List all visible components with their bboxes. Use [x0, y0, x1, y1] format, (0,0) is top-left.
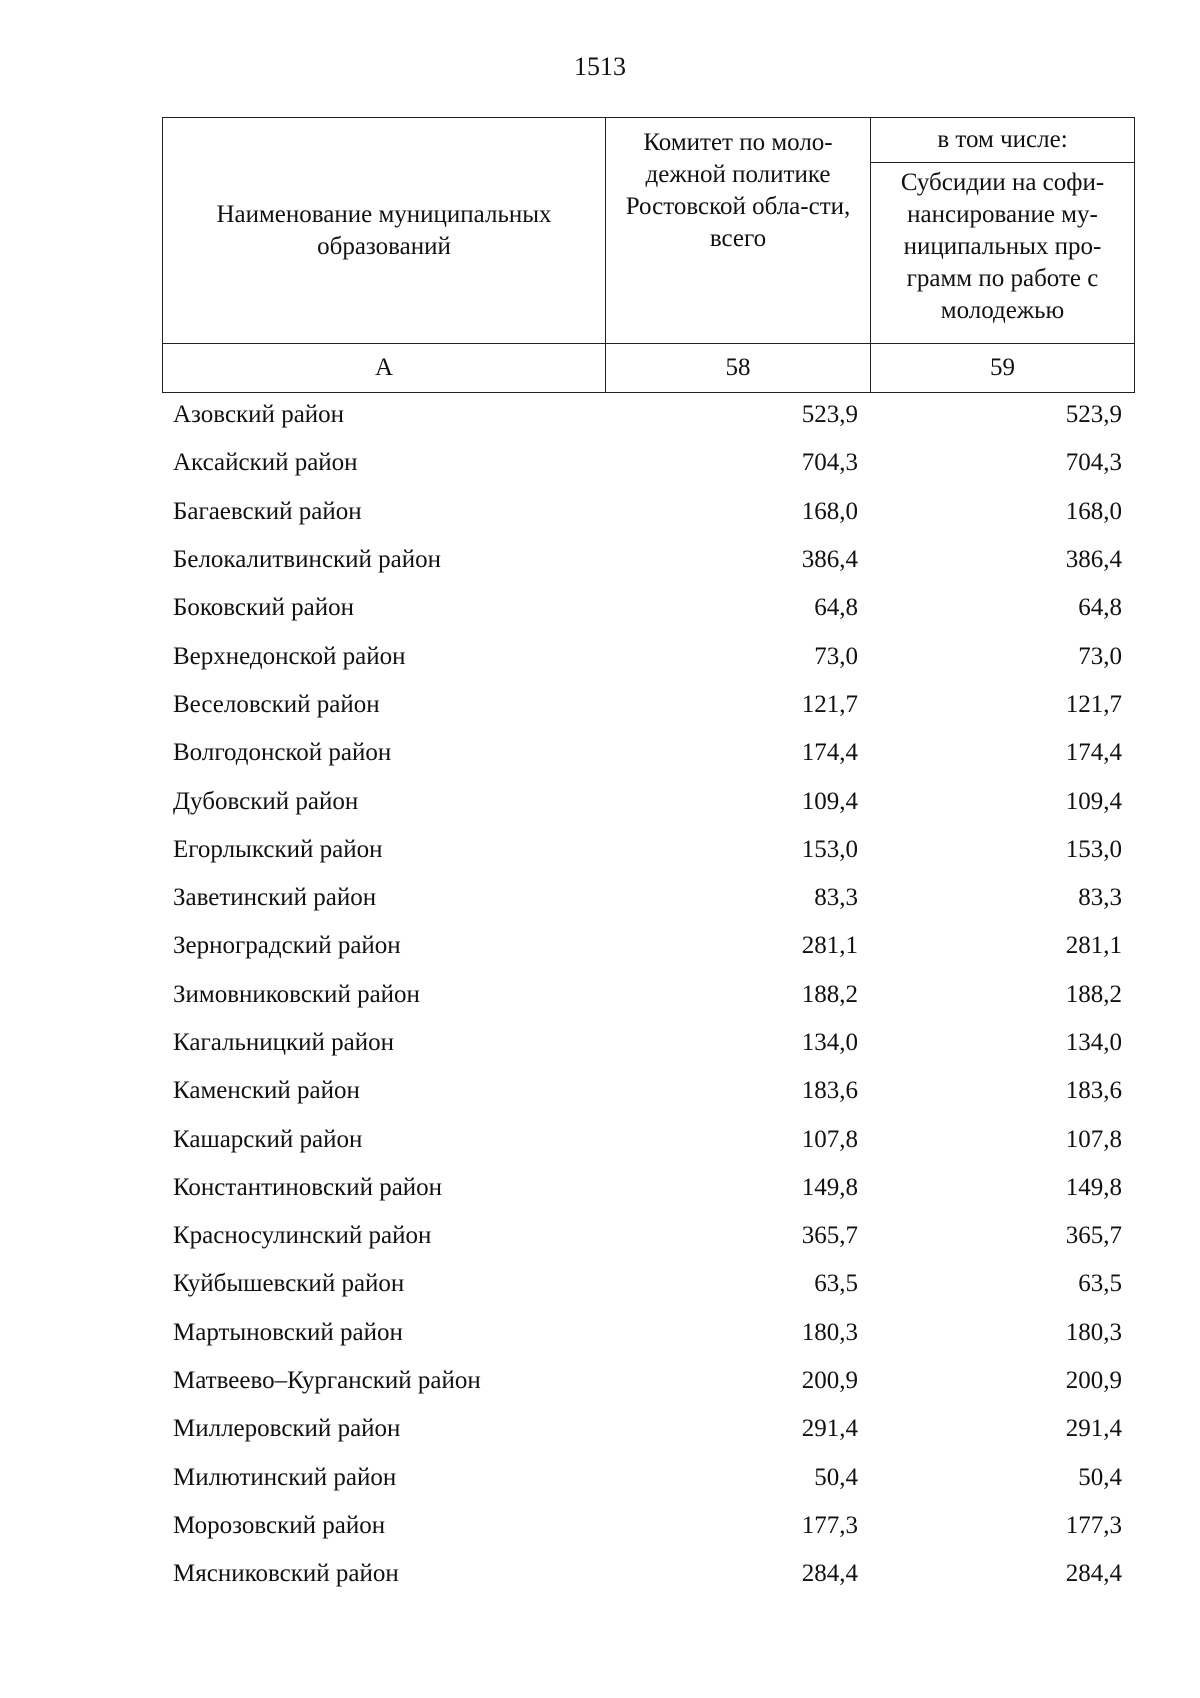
row-name: Зерноградский район — [173, 932, 401, 960]
row-value-59: 121,7 — [1065, 690, 1122, 718]
row-value-59: 188,2 — [1065, 980, 1122, 1008]
row-name: Красносулинский район — [173, 1222, 432, 1250]
table-row — [162, 1454, 1134, 1502]
row-value-59: 200,9 — [1065, 1367, 1122, 1395]
row-value-58: 121,7 — [801, 690, 858, 718]
row-value-58: 50,4 — [814, 1463, 858, 1491]
table-row — [162, 874, 1134, 922]
header-num-59: 59 — [871, 344, 1135, 393]
header-name-column: Наименование муниципальных образований — [163, 118, 606, 344]
row-name: Азовский район — [173, 401, 345, 429]
row-value-59: 73,0 — [1078, 642, 1122, 670]
table-row — [162, 1212, 1134, 1260]
row-value-58: 83,3 — [814, 884, 858, 912]
row-value-58: 134,0 — [801, 1029, 858, 1056]
row-value-58: 183,6 — [801, 1077, 858, 1105]
table-header — [162, 117, 1135, 393]
row-value-59: 149,8 — [1065, 1173, 1122, 1201]
row-value-59: 134,0 — [1065, 1029, 1122, 1056]
row-name: Боковский район — [173, 594, 354, 622]
row-value-58: 523,9 — [801, 401, 858, 429]
row-value-59: 386,4 — [1065, 546, 1122, 574]
row-value-59: 284,4 — [1065, 1560, 1122, 1588]
row-value-58: 200,9 — [801, 1367, 858, 1395]
table-row — [162, 1260, 1134, 1308]
header-including: в том числе: — [871, 118, 1135, 163]
data-table — [162, 391, 1134, 1598]
table-row — [162, 391, 1134, 439]
row-value-58: 107,8 — [801, 1125, 858, 1153]
header-col58: Комитет по моло-дежной политике Ростовской обла-сти, всего — [606, 118, 871, 344]
row-name: Зимовниковский район — [173, 980, 420, 1008]
row-value-58: 64,8 — [814, 594, 858, 622]
row-value-59: 281,1 — [1065, 932, 1122, 960]
row-value-58: 284,4 — [801, 1560, 858, 1588]
table-row — [162, 1550, 1134, 1598]
row-value-58: 281,1 — [801, 932, 858, 960]
row-name: Веселовский район — [173, 690, 380, 718]
row-name: Мартыновский район — [173, 1318, 403, 1346]
row-value-58: 73,0 — [814, 642, 858, 670]
row-value-59: 83,3 — [1078, 884, 1122, 912]
table-row — [162, 971, 1134, 1019]
table-row — [162, 488, 1134, 536]
row-name: Верхнедонской район — [173, 642, 406, 670]
row-value-59: 153,0 — [1065, 835, 1122, 863]
table-row — [162, 1405, 1134, 1453]
row-value-58: 174,4 — [801, 739, 858, 767]
table-row — [162, 584, 1134, 632]
row-name: Егорлыкский район — [173, 835, 383, 863]
row-name: Константиновский район — [173, 1173, 443, 1201]
header-num-name: А — [163, 344, 606, 393]
row-name: Мясниковский район — [173, 1560, 399, 1588]
table-row — [162, 536, 1134, 584]
table-row — [162, 1309, 1134, 1357]
row-value-58: 180,3 — [801, 1318, 858, 1346]
row-name: Кашарский район — [173, 1125, 363, 1153]
row-value-59: 63,5 — [1078, 1270, 1122, 1298]
header-num-58: 58 — [606, 344, 871, 393]
table-row — [162, 1164, 1134, 1212]
header-col59: Субсидии на софи-нансирование му-ниципальных про-грамм по работе с молодежью — [871, 163, 1135, 344]
row-name: Каменский район — [173, 1077, 360, 1105]
row-value-58: 291,4 — [801, 1415, 858, 1443]
row-name: Морозовский район — [173, 1511, 386, 1539]
row-value-58: 168,0 — [801, 497, 858, 525]
row-value-59: 523,9 — [1065, 401, 1122, 429]
row-value-59: 168,0 — [1065, 497, 1122, 525]
row-value-58: 177,3 — [801, 1511, 858, 1539]
row-value-58: 149,8 — [801, 1173, 858, 1201]
row-value-59: 183,6 — [1065, 1077, 1122, 1105]
row-value-59: 50,4 — [1078, 1463, 1122, 1491]
row-value-59: 174,4 — [1065, 739, 1122, 767]
row-value-58: 386,4 — [801, 546, 858, 574]
row-value-58: 704,3 — [801, 449, 858, 477]
table-row — [162, 777, 1134, 825]
row-value-58: 109,4 — [801, 787, 858, 815]
row-name: Куйбышевский район — [173, 1270, 405, 1298]
row-value-59: 107,8 — [1065, 1125, 1122, 1153]
table-row — [162, 681, 1134, 729]
row-value-59: 109,4 — [1065, 787, 1122, 815]
row-value-58: 153,0 — [801, 835, 858, 863]
row-value-59: 704,3 — [1065, 449, 1122, 477]
table-row — [162, 632, 1134, 680]
table-row — [162, 1067, 1134, 1115]
row-value-58: 365,7 — [801, 1222, 858, 1250]
row-value-59: 64,8 — [1078, 594, 1122, 622]
table-row — [162, 1019, 1134, 1067]
row-name: Белокалитвинский район — [173, 546, 441, 574]
row-value-58: 63,5 — [814, 1270, 858, 1298]
table-row — [162, 1502, 1134, 1550]
row-value-59: 180,3 — [1065, 1318, 1122, 1346]
row-name: Дубовский район — [173, 787, 359, 815]
table-row — [162, 922, 1134, 970]
row-name: Матвеево–Курганский район — [173, 1367, 481, 1395]
row-value-59: 291,4 — [1065, 1415, 1122, 1443]
row-name: Волгодонской район — [173, 739, 392, 767]
page-number: 1513 — [574, 52, 626, 81]
row-name: Кагальницкий район — [173, 1029, 395, 1056]
row-name: Милютинский район — [173, 1463, 397, 1491]
table-row — [162, 439, 1134, 487]
row-value-59: 365,7 — [1065, 1222, 1122, 1250]
row-value-59: 177,3 — [1065, 1511, 1122, 1539]
data-table-body — [162, 391, 1134, 1598]
table-row — [162, 1115, 1134, 1163]
row-name: Аксайский район — [173, 449, 358, 477]
row-name: Миллеровский район — [173, 1415, 401, 1443]
table-row — [162, 1357, 1134, 1405]
row-name: Заветинский район — [173, 884, 377, 912]
row-value-58: 188,2 — [801, 980, 858, 1008]
row-name: Багаевский район — [173, 497, 362, 525]
table-row — [162, 729, 1134, 777]
table-row — [162, 826, 1134, 874]
